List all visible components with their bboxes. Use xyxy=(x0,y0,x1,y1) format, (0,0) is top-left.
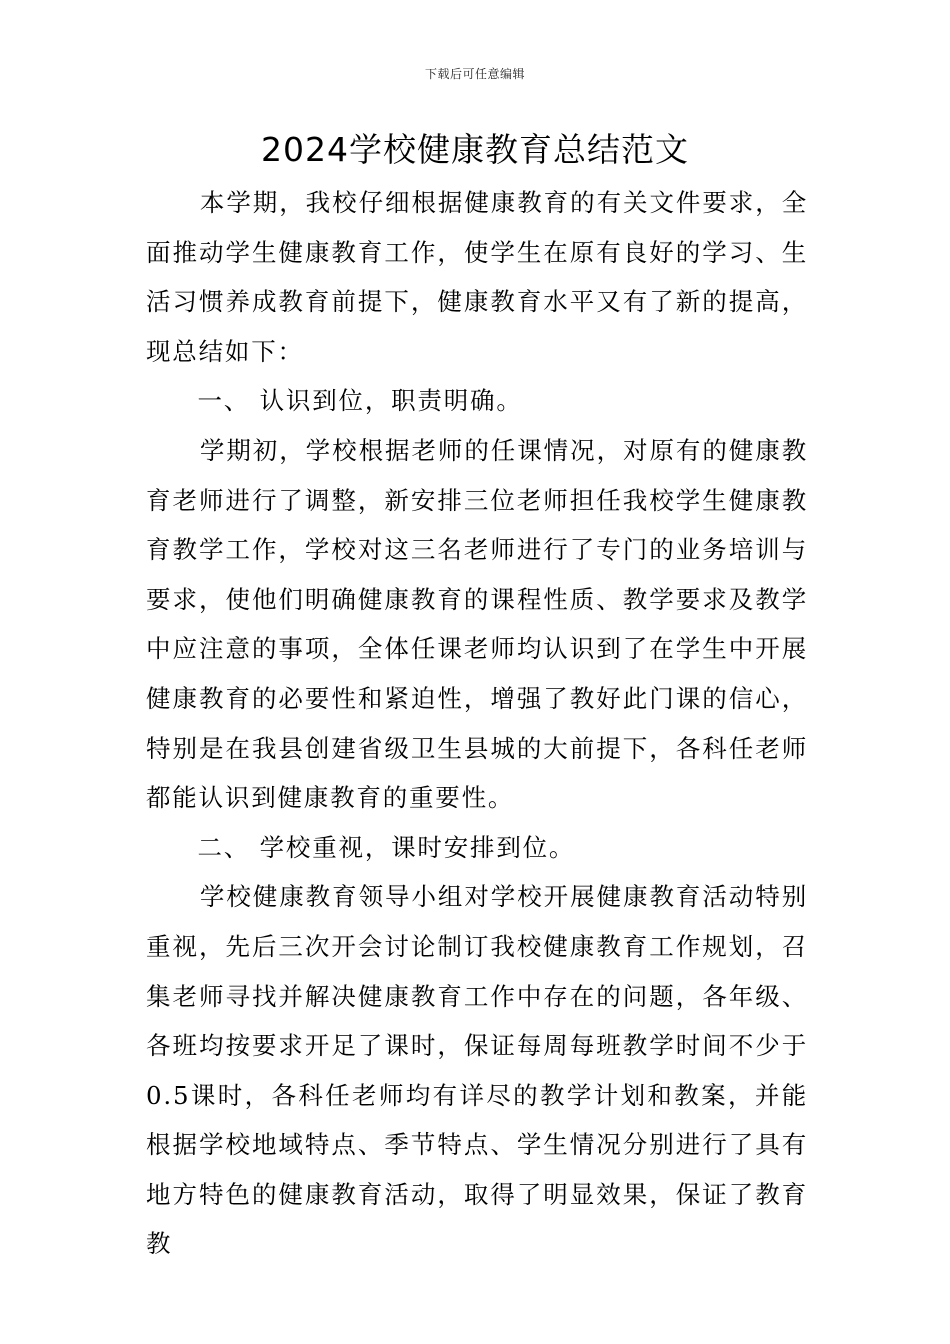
paragraph-section-1: 学期初，学校根据老师的任课情况，对原有的健康教育老师进行了调整，新安排三位老师担任我校学生健康教育教学工作，学校对这三名老师进行了专门的业务培训与要求，使他们明确健康教育的课程性质、教学要求及教学中应注意的事项，全体任课老师均认识到了在学生中开展健康教育的必要性和紧迫性，增强了教好此门课的信心，特别是在我县创建省级卫生县城的大前提下，各科任老师都能认识到健康教育的重要性。 xyxy=(146,435,808,813)
paragraph-section-2: 学校健康教育领导小组对学校开展健康教育活动特别重视，先后三次开会讨论制订我校健康教育工作规划，召集老师寻找并解决健康教育工作中存在的问题，各年级、各班均按要求开足了课时，保证每周每班教学时间不少于0.5课时，各科任老师均有详尽的教学计划和教案，并能根据学校地域特点、季节特点、学生情况分别进行了具有地方特色的健康教育活动，取得了明显效果，保证了教育教 xyxy=(146,882,808,1259)
section-heading-1: 一、 认识到位，职责明确。 xyxy=(197,386,523,416)
header-note: 下载后可任意编辑 xyxy=(424,67,525,81)
document-title: 2024学校健康教育总结范文 xyxy=(261,130,689,169)
paragraph-intro: 本学期，我校仔细根据健康教育的有关文件要求，全面推动学生健康教育工作，使学生在原有良好的学习、生活习惯养成教育前提下，健康教育水平又有了新的提高，现总结如下： xyxy=(146,188,808,366)
section-heading-2: 二、 学校重视，课时安排到位。 xyxy=(197,832,576,862)
document-body xyxy=(146,178,808,1269)
